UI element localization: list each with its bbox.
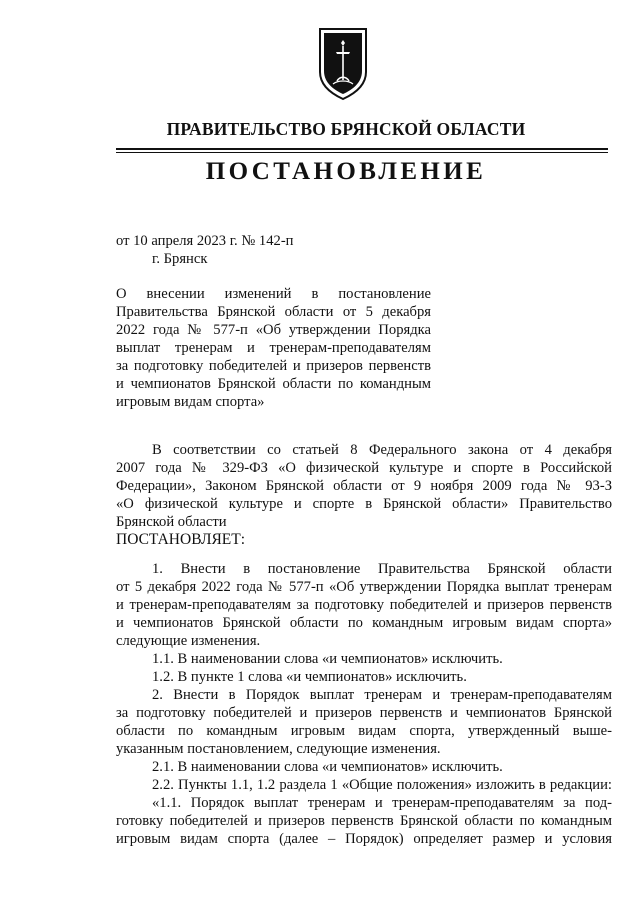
- body-line: 1.1. В наименовании слова «и чемпионатов» исключить.: [152, 651, 503, 667]
- subject-line: 2022 года № 577-п «Об утверждении Порядка: [116, 322, 431, 338]
- coat-of-arms-icon: [316, 26, 370, 102]
- document-subject: [116, 285, 431, 411]
- subject-line: О внесении изменений в постановление: [116, 286, 431, 302]
- body-line: игровым видам спорта (далее – Порядок) определяет размер и условия: [116, 831, 612, 847]
- preamble-line: Брянской области: [116, 514, 227, 530]
- preamble-line: В соответствии со статьей 8 Федерального закона от 4 декабря: [152, 442, 612, 458]
- body-line: 2.2. Пункты 1.1, 1.2 раздела 1 «Общие положения» изложить в редакции:: [152, 777, 612, 793]
- body-line: 2. Внести в Порядок выплат тренерам и тренерам-преподавателям: [152, 687, 612, 703]
- government-title: ПРАВИТЕЛЬСТВО БРЯНСКОЙ ОБЛАСТИ: [166, 119, 526, 139]
- body-line: 1.2. В пункте 1 слова «и чемпионатов» исключить.: [152, 669, 467, 685]
- body-line: готовку победителей и призеров первенств Брянской области по командным: [116, 813, 612, 829]
- body-line: области по командным игровым видам спорта, утвержденный выше-: [116, 723, 612, 739]
- document-body: [116, 560, 612, 848]
- body-line: «1.1. Порядок выплат тренерам и тренерам-преподавателям за под-: [152, 795, 612, 811]
- date-number-line: от 10 апреля 2023 г. № 142-п: [116, 233, 294, 249]
- preamble-line: «О физической культуре и спорте в Брянской области» Правительство: [116, 496, 612, 512]
- preamble: [116, 441, 612, 549]
- body-line: и чемпионатов Брянской области по командным игровым видам спорта»: [116, 615, 612, 631]
- body-line: следующие изменения.: [116, 633, 261, 649]
- subject-line: Правительства Брянской области от 5 декабря: [116, 304, 431, 320]
- subject-line: игровым видам спорта»: [116, 394, 265, 410]
- preamble-line: Федерации», Законом Брянской области от 9 ноября 2009 года № 93-З: [116, 478, 612, 494]
- subject-line: выплат тренерам и тренерам-преподавателям: [116, 340, 431, 356]
- preamble-line: 2007 года № 329-ФЗ «О физической культуре и спорте в Российской: [116, 460, 612, 476]
- subject-line: за подготовку победителей и призеров первенств: [116, 358, 431, 374]
- body-line: 2.1. В наименовании слова «и чемпионатов» исключить.: [152, 759, 503, 775]
- header-rule-thin: [116, 152, 608, 153]
- city-line: г. Брянск: [152, 251, 208, 267]
- body-line: и тренерам-преподавателям за подготовку победителей и призеров первенств: [116, 597, 612, 613]
- header-rule-thick: [116, 148, 608, 150]
- body-line: от 5 декабря 2022 года № 577-п «Об утверждении Порядка выплат тренерам: [116, 579, 612, 595]
- body-line: 1. Внести в постановление Правительства Брянской области: [152, 561, 612, 577]
- resolves-heading: ПОСТАНОВЛЯЕТ:: [116, 531, 246, 548]
- document-type: ПОСТАНОВЛЕНИЕ: [205, 158, 487, 185]
- subject-line: и чемпионатов Брянской области по командным: [116, 376, 431, 392]
- body-line: указанным постановлением, следующие изменения.: [116, 741, 441, 757]
- body-line: за подготовку победителей и призеров первенств и чемпионатов Брянской: [116, 705, 612, 721]
